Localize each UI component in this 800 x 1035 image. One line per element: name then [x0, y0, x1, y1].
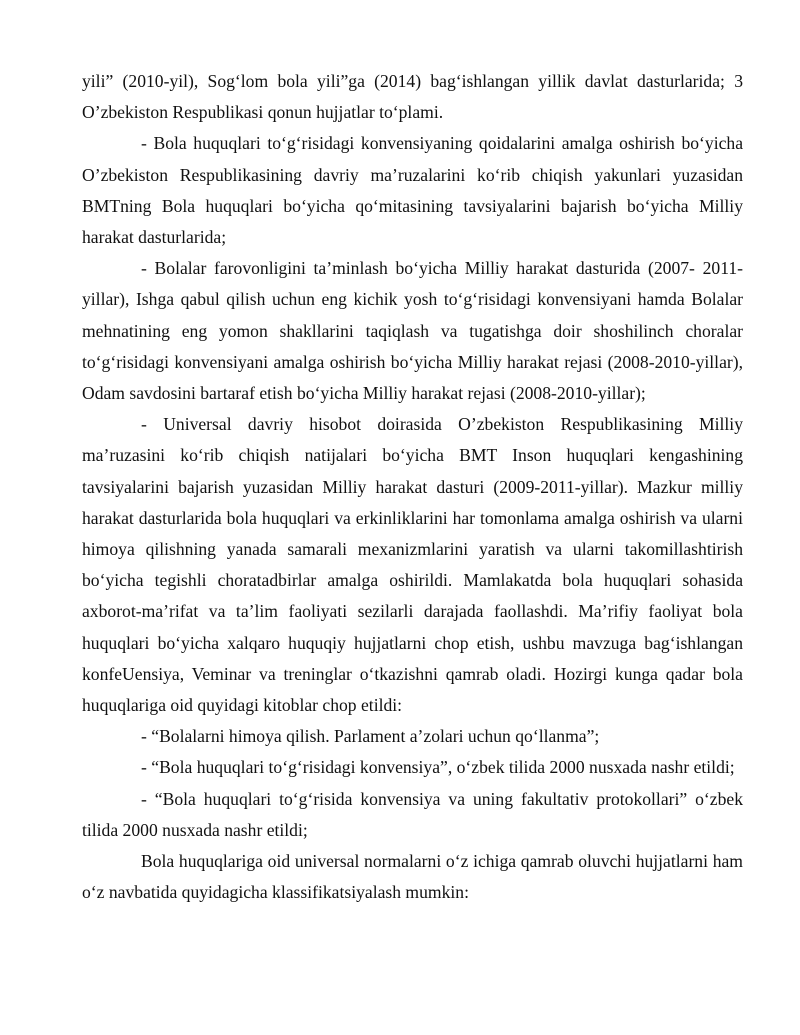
- paragraph-universal-review: - Universal davriy hisobot doirasida O’zbekiston Respublikasining Milliy ma’ruzasini ko‘rib chiqish natijalari bo‘yicha BMT Inson huquqlari kengashining tavsiyalarini bajarish yuzasidan Milliy harakat dasturi (2009-2011-yillar). Mazkur milliy harakat dasturlarida bola huquqlari va erkinliklarini har tomonlama amalga oshirish va ularni himoya qilishning yanada samarali mexanizmlarini yaratish va ularni takomillashtirish bo‘yicha tegishli choratadbirlar amalga oshirildi. Mamlakatda bola huquqlari sohasida axborot-ma’rifat va ta’lim faoliyati sezilarli darajada faollashdi. Ma’rifiy faoliyat bola huquqlari bo‘yicha xalqaro huquqiy hujjatlarni chop etish, ushbu mavzuga bag‘ishlangan konfeUensiya, Veminar va treninglar o‘tkazishni qamrab oladi. Hozirgi kunga qadar bola huquqlariga oid quyidagi kitoblar chop etildi:: [82, 414, 743, 716]
- paragraph-classification: Bola huquqlariga oid universal normalarni o‘z ichiga qamrab oluvchi hujjatlarni ham o‘z navbatida quyidagicha klassifikatsiyalash mumkin:: [82, 851, 743, 903]
- paragraph-bmt-committee: - Bola huquqlari to‘g‘risidagi konvensiyaning qoidalarini amalga oshirish bo‘yicha O’zbekiston Respublikasining davriy ma’ruzalarini ko‘rib chiqish yakunlari yuzasidan BMTning Bola huquqlari bo‘yicha qo‘mitasining tavsiyalarini bajarish bo‘yicha Milliy harakat dasturlarida;: [82, 133, 743, 248]
- list-item-book-parliament: - “Bolalarni himoya qilish. Parlament a’zolari uchun qo‘llanma”;: [141, 726, 600, 747]
- paragraph-continuation: yili” (2010-yil), Sog‘lom bola yili”ga (2014) bag‘ishlangan yillik davlat dasturlarida; 3 O’zbekiston Respublikasi qonun hujjatlar to‘plami.: [82, 71, 743, 123]
- paragraph-welfare-plan: - Bolalar farovonligini ta’minlash bo‘yicha Milliy harakat dasturida (2007- 2011-yillar), Ishga qabul qilish uchun eng kichik yosh to‘g‘risidagi konvensiyani hamda Bolalar mehnatining eng yomon shakllarini taqiqlash va tugatishga doir shoshilinch choralar to‘g‘risidagi konvensiyani amalga oshirish bo‘yicha Milliy harakat rejasi (2008-2010-yillar), Odam savdosini bartaraf etish bo‘yicha Milliy harakat rejasi (2008-2010-yillar);: [82, 258, 743, 404]
- list-item-book-convention: - “Bola huquqlari to‘g‘risidagi konvensiya”, o‘zbek tilida 2000 nusxada nashr etildi;: [141, 757, 735, 778]
- list-item-book-protocols: - “Bola huquqlari to‘g‘risida konvensiya va uning fakultativ protokollari” o‘zbek tilida 2000 nusxada nashr etildi;: [82, 788, 743, 840]
